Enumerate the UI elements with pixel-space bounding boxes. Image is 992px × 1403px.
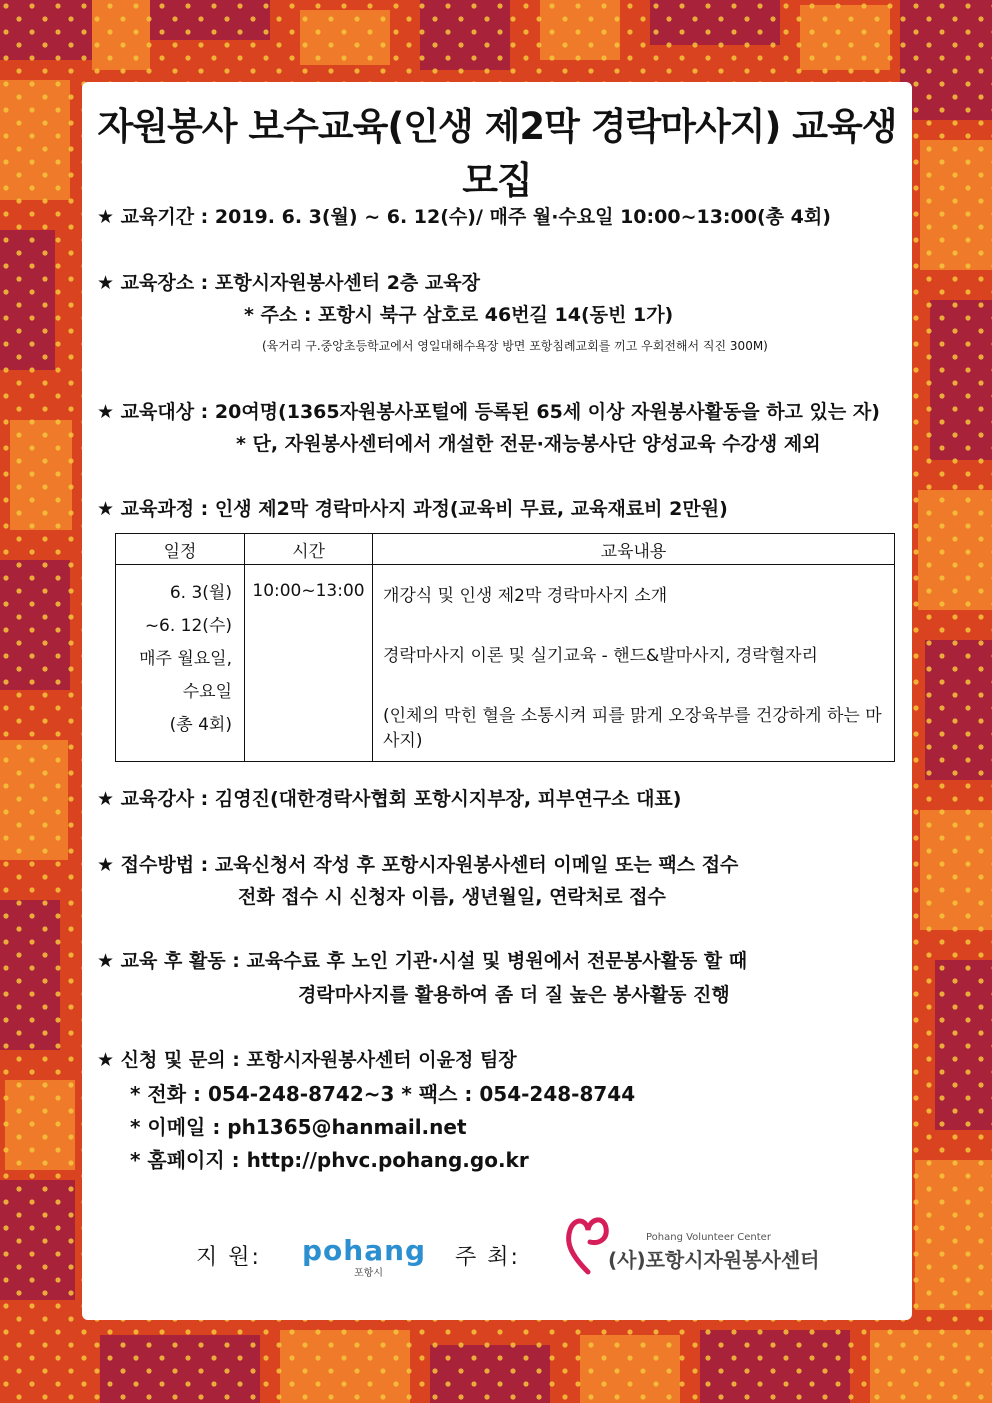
place-line: ★ 교육장소 : 포항시자원봉사센터 2층 교육장 — [97, 272, 480, 294]
apply-line: ★ 접수방법 : 교육신청서 작성 후 포항시자원봉사센터 이메일 또는 팩스 접수 — [97, 854, 739, 876]
date-line: 수요일 — [182, 682, 232, 702]
course-line: ★ 교육과정 : 인생 제2막 경락마사지 과정(교육비 무료, 교육재료비 2만원) — [97, 498, 728, 520]
date-line: (총 4회) — [169, 715, 232, 735]
table-row — [116, 565, 895, 762]
center-name-en: Pohang Volunteer Center — [646, 1232, 771, 1243]
date-line: 6. 3(월) — [169, 583, 232, 603]
address-line: * 주소 : 포항시 북구 삼호로 46번길 14(동빈 1가) — [244, 304, 674, 326]
period-line: ★ 교육기간 : 2019. 6. 3(월) ~ 6. 12(수)/ 매주 월·수요일 10:00~13:00(총 4회) — [97, 206, 831, 228]
target-note: * 단, 자원봉사센터에서 개설한 전문·재능봉사단 양성교육 수강생 제외 — [236, 433, 821, 455]
pohang-logo — [302, 1234, 427, 1279]
pohang-logo-sub: 포항시 — [354, 1268, 383, 1279]
apply-line-2: 전화 접수 시 신청자 이름, 생년월일, 연락처로 접수 — [238, 886, 666, 908]
after-line-2: 경락마사지를 활용하여 좀 더 질 높은 봉사활동 진행 — [298, 984, 730, 1006]
host-label: 주 최: — [455, 1245, 520, 1270]
header-date: 일정 — [116, 534, 245, 565]
pohang-logo-text: pohang — [302, 1234, 427, 1267]
center-name-ko: (사)포항시자원봉사센터 — [608, 1248, 820, 1272]
content-line: 개강식 및 인생 제2막 경락마사지 소개 — [383, 586, 668, 606]
date-line: ~6. 12(수) — [144, 616, 232, 636]
directions-line: (육거리 구.중앙초등학교에서 영일대해수욕장 방면 포항침례교회를 끼고 우회전해서 직진 300M) — [262, 339, 768, 353]
content-cell — [373, 565, 895, 762]
date-line: 매주 월요일, — [139, 649, 232, 669]
volunteer-center-logo — [566, 1214, 826, 1284]
content-line: (인체의 막힌 혈을 소통시켜 피를 맑게 오장육부를 건강하게 하는 마사지) — [383, 706, 882, 751]
time-cell: 10:00~13:00 — [245, 565, 373, 762]
content-line: 경락마사지 이론 및 실기교육 - 핸드&발마사지, 경락혈자리 — [383, 646, 818, 666]
phone-fax-line: * 전화 : 054-248-8742~3 * 팩스 : 054-248-8744 — [130, 1082, 636, 1106]
table-header-row — [116, 534, 895, 565]
heart-icon — [566, 1214, 610, 1276]
date-cell — [116, 565, 245, 762]
instructor-line: ★ 교육강사 : 김영진(대한경락사협회 포항시지부장, 피부연구소 대표) — [97, 788, 682, 810]
email-line: * 이메일 : ph1365@hanmail.net — [130, 1115, 467, 1139]
support-label: 지 원: — [196, 1245, 261, 1270]
homepage-line: * 홈페이지 : http://phvc.pohang.go.kr — [130, 1148, 529, 1172]
schedule-table — [115, 533, 895, 762]
after-line: ★ 교육 후 활동 : 교육수료 후 노인 기관·시설 및 병원에서 전문봉사활동 할 때 — [97, 950, 748, 972]
target-line: ★ 교육대상 : 20여명(1365자원봉사포털에 등록된 65세 이상 자원봉사활동을 하고 있는 자) — [97, 401, 880, 423]
contact-line: ★ 신청 및 문의 : 포항시자원봉사센터 이윤정 팀장 — [97, 1049, 517, 1071]
header-content: 교육내용 — [373, 534, 895, 565]
page-title: 자원봉사 보수교육(인생 제2막 경락마사지) 교육생 모집 — [97, 105, 897, 202]
header-time: 시간 — [245, 534, 373, 565]
